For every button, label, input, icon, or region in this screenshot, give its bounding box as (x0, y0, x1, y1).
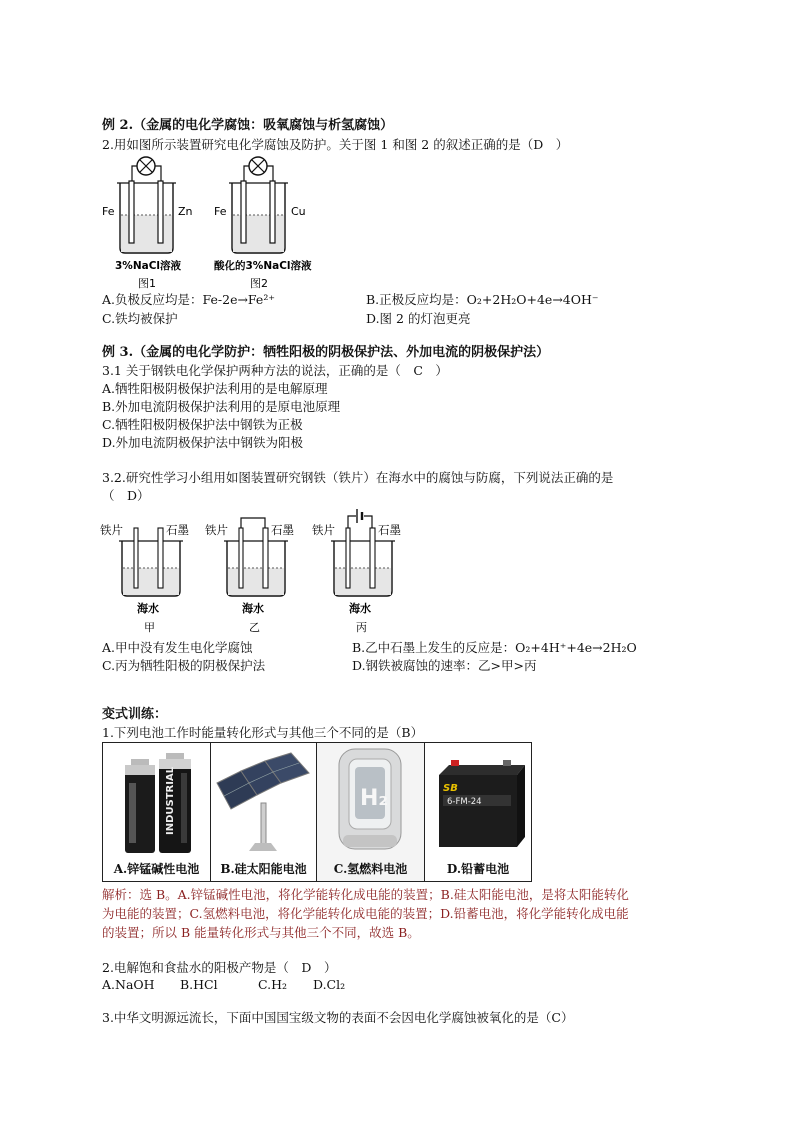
practice-title: 变式训练： (102, 707, 168, 722)
lead-brand-text: SB (443, 783, 458, 794)
ex3-q2-option-b: B.乙中石墨上发生的反应是：O₂+4H⁺+4e→2H₂O (352, 640, 637, 655)
ex3-q1-option-a: A.牺牲阳极阴极保护法利用的是电解原理 (102, 381, 328, 396)
bing-label: 丙 (356, 621, 367, 634)
jia-label: 甲 (144, 621, 155, 634)
bing-solution: 海水 (349, 602, 371, 615)
photo-hydrogen-fuel-cell (317, 743, 425, 881)
practice-q1: 1.下列电池工作时能量转化形式与其他三个不同的是（B） (102, 725, 424, 740)
ex2-option-c: C.铁均被保护 (102, 311, 178, 326)
yi-label: 乙 (249, 621, 260, 634)
beaker-bing (312, 509, 401, 634)
fig2-solution: 酸化的3%NaCl溶液 (214, 260, 312, 272)
ex3-q2-option-d: D.钢铁被腐蚀的速率：乙>甲>丙 (352, 658, 537, 673)
bing-left-label: 铁片 (312, 523, 335, 537)
jia-left-label: 铁片 (100, 523, 123, 537)
battery-photo-table (102, 742, 532, 882)
fig1-caption: 图1 (138, 277, 156, 290)
ex2-option-d: D.图 2 的灯泡更亮 (366, 311, 471, 326)
ex3-q2-line2: （ D） (102, 488, 150, 503)
lead-model-text: 6-FM-24 (447, 797, 482, 807)
ex3-q2-line1: 3.2.研究性学习小组用如图装置研究钢铁（铁片）在海水中的腐蚀与防腐，下列说法正确的是 (102, 470, 614, 485)
practice-q2-option-d: D.Cl₂ (313, 977, 346, 992)
ex3-q2-option-a: A.甲中没有发生电化学腐蚀 (102, 640, 253, 655)
fig1-right-label: Zn (178, 205, 193, 218)
photo-solar-panel (211, 743, 317, 881)
yi-left-label: 铁片 (205, 523, 228, 537)
ex3-title: 例 3.（金属的电化学防护：牺牲阳极的阴极保护法、外加电流的阴极保护法） (102, 345, 550, 360)
caption-c: C.氢燃料电池 (333, 862, 408, 876)
practice-q2-option-a: A.NaOH (102, 977, 155, 992)
ex2-option-b: B.正极反应均是：O₂+2H₂O+4e→4OH⁻ (366, 292, 599, 307)
explanation-line2: 为电能的装置；C.氢燃料电池，将化学能转化成电能的装置；D.铅蓄电池，将化学能转化成电能 (102, 906, 629, 921)
yi-solution: 海水 (242, 602, 264, 615)
lead-acid-battery-icon (425, 743, 530, 859)
ex3-q1-option-c: C.牺牲阳极阴极保护法中钢铁为正极 (102, 417, 303, 432)
alkaline-battery-icon (103, 743, 210, 859)
caption-a: A.锌锰碱性电池 (113, 862, 200, 876)
caption-b: B.硅太阳能电池 (220, 862, 307, 876)
fig1-left-label: Fe (102, 205, 115, 218)
h2-label: H₂ (360, 786, 389, 811)
fig2-apparatus (214, 157, 312, 290)
fig2-left-label: Fe (214, 205, 227, 218)
practice-q2-option-c: C.H₂ (258, 977, 288, 992)
practice-q2-option-b: B.HCl (180, 977, 218, 992)
fig1-apparatus (102, 157, 193, 290)
photo-lead-acid-battery (425, 743, 531, 881)
photo-alkaline-battery (103, 743, 211, 881)
explanation-line3: 的装置；所以 B 能量转化形式与其他三个不同，故选 B。 (102, 925, 420, 940)
ex3-q1-option-b: B.外加电流阴极保护法利用的是原电池原理 (102, 399, 341, 414)
explanation-line1: 解析：选 B。A.锌锰碱性电池，将化学能转化成电能的装置；B.硅太阳能电池，是将太阳能转化 (102, 887, 629, 902)
battery-brand-text: INDUSTRIAL (165, 766, 176, 835)
fig2-caption: 图2 (250, 277, 268, 290)
ex3-q1-option-d: D.外加电流阴极保护法中钢铁为阳极 (102, 435, 304, 450)
solar-panel-icon (211, 743, 316, 859)
ex2-title: 例 2.（金属的电化学腐蚀：吸氧腐蚀与析氢腐蚀） (102, 118, 394, 133)
caption-d: D.铅蓄电池 (446, 862, 510, 876)
ex3-q1: 3.1 关于钢铁电化学保护两种方法的说法，正确的是（ C ） (102, 363, 448, 378)
ex3-figures (100, 506, 420, 636)
practice-q3: 3.中华文明源远流长，下面中国国宝级文物的表面不会因电化学腐蚀被氧化的是（C） (102, 1010, 574, 1025)
ex2-question: 2.用如图所示装置研究电化学腐蚀及防护。关于图 1 和图 2 的叙述正确的是（D ） (102, 137, 569, 152)
bing-right-label: 石墨 (378, 523, 401, 537)
fig2-right-label: Cu (291, 205, 306, 218)
beaker-yi (205, 518, 294, 634)
jia-right-label: 石墨 (166, 523, 189, 537)
jia-solution: 海水 (137, 602, 159, 615)
beaker-jia (100, 523, 189, 634)
ex3-q2-option-c: C.丙为牺牲阳极的阴极保护法 (102, 658, 266, 673)
fuel-cell-icon (317, 743, 424, 859)
ex2-option-a: A.负极反应均是：Fe-2e→Fe²⁺ (102, 292, 275, 307)
yi-right-label: 石墨 (271, 523, 294, 537)
ex2-figures (100, 153, 340, 293)
practice-q2: 2.电解饱和食盐水的阳极产物是（ D ） (102, 960, 337, 975)
fig1-solution: 3%NaCl溶液 (115, 260, 182, 272)
